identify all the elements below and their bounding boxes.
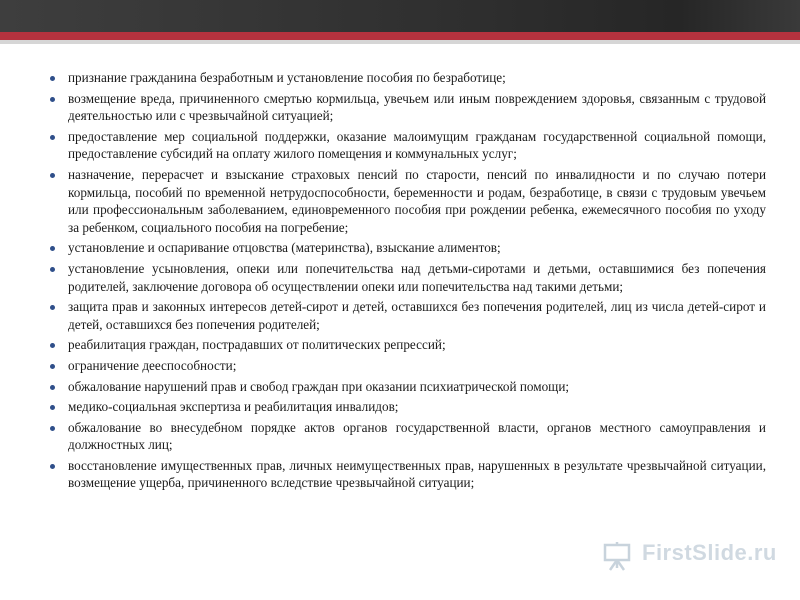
list-item: [44, 166, 766, 236]
bullet-icon: [50, 97, 55, 102]
list-item-text: восстановление имущественных прав, личных неимущественных прав, нарушенных в результате чрезвычайной ситуации, возмещение ущерба, причиненного вследствие чрезвычайной ситуации;: [68, 457, 766, 491]
bullet-icon: [50, 135, 55, 140]
header-red-stripe: [0, 32, 800, 40]
list-item-text: медико-социальная экспертиза и реабилитация инвалидов;: [68, 399, 399, 415]
list-item-text: возмещение вреда, причиненного смертью кормильца, увечьем или иным повреждением здоровья, связанным с трудовой деятельностью или с чрезвычайной ситуацией;: [68, 90, 766, 124]
list-item: [44, 298, 766, 333]
list-item-text: обжалование во внесудебном порядке актов органов государственной власти, органов местного самоуправления и должностных лиц;: [68, 419, 766, 453]
list-item: [44, 128, 766, 163]
list-item-text: предоставление мер социальной поддержки, оказание малоимущим гражданам государственной социальной помощи, предоставление субсидий на оплату жилого помещения и коммунальных услуг;: [68, 128, 766, 162]
list-item-text: установление и оспаривание отцовства (материнства), взыскание алиментов;: [68, 240, 501, 256]
header-grey-stripe: [0, 40, 800, 44]
presentation-board-icon: [602, 541, 632, 571]
bullet-icon: [50, 364, 55, 369]
list-item: [44, 336, 766, 354]
watermark-text: FirstSlide.ru: [642, 540, 777, 565]
list-item-text: защита прав и законных интересов детей-сирот и детей, оставшихся без попечения родителей, лиц из числа детей-сирот и детей, оставшихся без попечения родителей;: [68, 299, 766, 332]
list-item: [44, 260, 766, 295]
list-item: [44, 457, 766, 492]
bullet-icon: [50, 173, 55, 178]
bullet-icon: [50, 343, 55, 348]
header-dark-band: [0, 0, 800, 32]
list-item-text: ограничение дееспособности;: [68, 357, 237, 373]
list-item: [44, 357, 766, 375]
list-item: [44, 378, 766, 396]
slide-body: [44, 69, 766, 495]
bullet-icon: [50, 405, 55, 410]
bullet-icon: [50, 246, 55, 251]
list-item: [44, 90, 766, 125]
list-item: [44, 239, 766, 257]
bullet-list: [44, 69, 766, 492]
bullet-icon: [50, 426, 55, 431]
list-item-text: назначение, перерасчет и взыскание страховых пенсий по старости, пенсий по инвалидности и по случаю потери кормильца, пособий по временной нетрудоспособности, беременности и родам, безработице, в связи с трудовым увечьем или профессиональным заболеванием, единовременного пособия при рождении ребенка, ежемесячного пособия по уходу за ребенком, социального пособия на погребение;: [68, 166, 766, 235]
bullet-icon: [50, 267, 55, 272]
bullet-icon: [50, 76, 55, 81]
bullet-icon: [50, 305, 55, 310]
list-item: [44, 398, 766, 416]
list-item-text: установление усыновления, опеки или попечительства над детьми-сиротами и детьми, оставшимися без попечения родителей, заключение договора об осуществлении опеки или попечительства над такими детьми;: [68, 260, 766, 294]
list-item-text: обжалование нарушений прав и свобод граждан при оказании психиатрической помощи;: [68, 378, 570, 394]
list-item-text: признание гражданина безработным и установление пособия по безработице;: [68, 70, 506, 85]
bullet-icon: [50, 464, 55, 469]
list-item: [44, 419, 766, 454]
bullet-icon: [50, 385, 55, 390]
list-item: [44, 69, 766, 87]
list-item-text: реабилитация граждан, пострадавших от политических репрессий;: [68, 337, 446, 353]
